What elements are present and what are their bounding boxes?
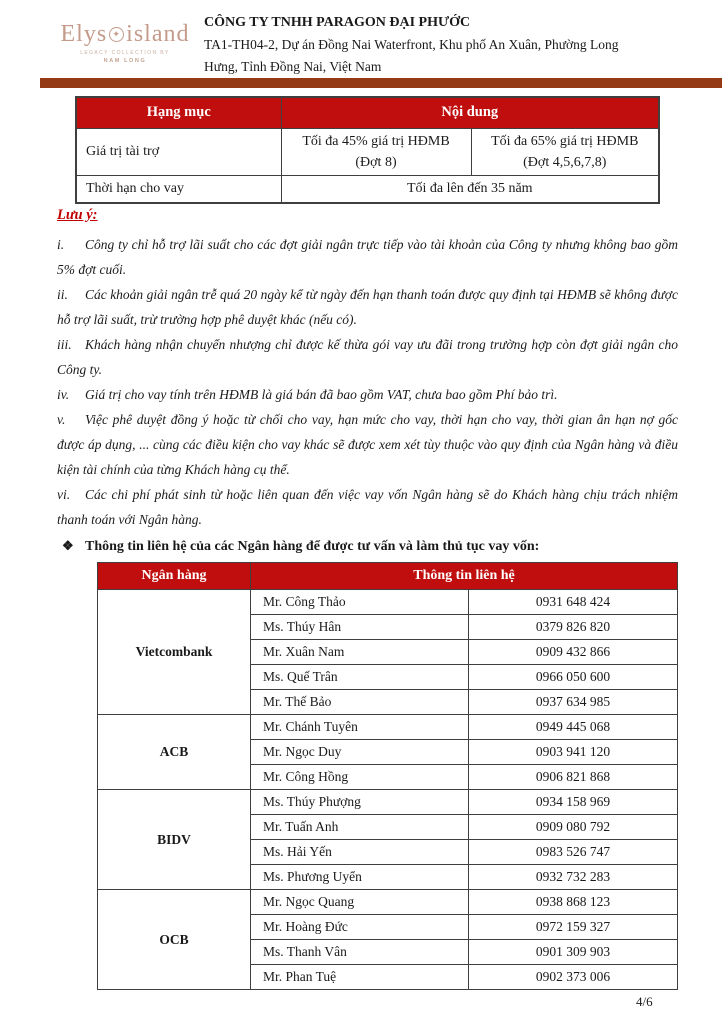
company-header: [204, 12, 674, 78]
contact-phone: 0934 158 969: [469, 790, 678, 815]
bank-contacts-table: [97, 562, 678, 990]
note-text-ii: Các khoản giải ngân trễ quá 20 ngày kể từ ngày đến hạn thanh toán được quy định tại HĐMB sẽ không được hỗ trợ lãi suất, trừ trường hợp phê duyệt khác (nếu có).: [57, 287, 678, 327]
contact-phone: 0906 821 868: [469, 765, 678, 790]
note-text-iii: Khách hàng nhận chuyển nhượng chỉ được kế thừa gói vay ưu đãi trong trường hợp còn đợt giải ngân cho Công ty.: [57, 337, 678, 377]
brand-logo: [55, 22, 195, 64]
note-text-i: Công ty chỉ hỗ trợ lãi suất cho các đợt giải ngân trực tiếp vào tài khoản của Công ty nhưng không bao gồm 5% đợt cuối.: [57, 237, 678, 277]
bank-name-acb: ACB: [98, 715, 251, 790]
loan-table-header-row: [76, 97, 659, 128]
contact-person: Ms. Hải Yến: [251, 840, 469, 865]
contact-person: Mr. Hoàng Đức: [251, 915, 469, 940]
note-num-iii: iii.: [57, 337, 72, 352]
note-item-ii: [57, 282, 678, 332]
contact-person: Mr. Phan Tuệ: [251, 965, 469, 990]
notes-title: Lưu ý:: [57, 207, 98, 223]
contact-phone: 0983 526 747: [469, 840, 678, 865]
loan-value-cell-b: [471, 128, 659, 175]
header-divider-bar: [40, 78, 722, 88]
note-item-iv: [57, 382, 678, 407]
contact-phone: 0379 826 820: [469, 615, 678, 640]
company-address-line1: TA1-TH04-2, Dự án Đồng Nai Waterfront, Khu phố An Xuân, Phường Long: [204, 37, 619, 52]
contact-phone: 0902 373 006: [469, 965, 678, 990]
table-row: [98, 790, 678, 815]
contact-phone: 0931 648 424: [469, 590, 678, 615]
contact-phone: 0972 159 327: [469, 915, 678, 940]
note-text-v: Việc phê duyệt đồng ý hoặc từ chối cho vay, hạn mức cho vay, thời hạn cho vay, thời gian ân hạn nợ gốc được áp dụng, ... cùng các điều kiện cho vay khác sẽ được xem xét tùy thuộc vào quy định của Ngân hàng và điều kiện tài chính của từng Khách hàng cụ thể.: [57, 412, 678, 477]
company-name: CÔNG TY TNHH PARAGON ĐẠI PHƯỚC: [204, 15, 471, 30]
page-number: 4/6: [636, 994, 653, 1009]
bank-name-vietcombank: Vietcombank: [98, 590, 251, 715]
contact-phone: 0909 080 792: [469, 815, 678, 840]
loan-value-b-line1: Tối đa 65% giá trị HĐMB: [491, 133, 639, 149]
contact-person: Mr. Tuấn Anh: [251, 815, 469, 840]
contact-person: Ms. Thanh Vân: [251, 940, 469, 965]
note-item-vi: [57, 482, 678, 532]
contact-person: Ms. Phương Uyển: [251, 865, 469, 890]
loan-term-value: Tối đa lên đến 35 năm: [281, 175, 659, 203]
contact-phone: 0937 634 985: [469, 690, 678, 715]
contact-phone: 0966 050 600: [469, 665, 678, 690]
bank-name-bidv: BIDV: [98, 790, 251, 890]
table-row: [98, 715, 678, 740]
contact-phone: 0938 868 123: [469, 890, 678, 915]
contact-person: Mr. Công Thảo: [251, 590, 469, 615]
brand-logo-wordmark: [55, 22, 195, 46]
contact-person: Mr. Ngọc Duy: [251, 740, 469, 765]
note-num-ii: ii.: [57, 287, 68, 302]
brand-tagline: LEGACY COLLECTION BY: [80, 50, 170, 56]
contact-person: Mr. Ngọc Quang: [251, 890, 469, 915]
loan-value-a-line1: Tối đa 45% giá trị HĐMB: [302, 133, 450, 149]
note-item-i: [57, 232, 678, 282]
note-num-v: v.: [57, 412, 66, 427]
loan-table-row-term: [76, 175, 659, 203]
contact-person: Mr. Xuân Nam: [251, 640, 469, 665]
note-text-vi: Các chi phí phát sinh từ hoặc liên quan đến việc vay vốn Ngân hàng sẽ do Khách hàng chịu trách nhiệm thanh toán với Ngân hàng.: [57, 487, 678, 527]
contact-table-header-info: Thông tin liên hệ: [251, 563, 678, 590]
loan-table-row-value: [76, 128, 659, 175]
contact-phone: 0909 432 866: [469, 640, 678, 665]
contact-person: Ms. Thúy Hân: [251, 615, 469, 640]
contact-phone: 0901 309 903: [469, 940, 678, 965]
loan-terms-table: [75, 96, 660, 204]
loan-value-cell-a: [281, 128, 471, 175]
loan-value-b-line2: (Đợt 4,5,6,7,8): [523, 154, 607, 170]
contact-section-heading: [62, 536, 672, 557]
table-row: [98, 590, 678, 615]
contact-phone: 0932 732 283: [469, 865, 678, 890]
contact-person: Mr. Thế Bảo: [251, 690, 469, 715]
brand-logo-text-right: island: [126, 21, 190, 47]
loan-value-label: Giá trị tài trợ: [76, 128, 281, 175]
notes-section: [57, 204, 678, 532]
contact-phone: 0903 941 120: [469, 740, 678, 765]
note-item-v: [57, 407, 678, 482]
loan-table-header-content: Nội dung: [281, 97, 659, 128]
table-row: [98, 890, 678, 915]
loan-term-label: Thời hạn cho vay: [76, 175, 281, 203]
contact-heading-text: Thông tin liên hệ của các Ngân hàng để được tư vấn và làm thủ tục vay vốn:: [85, 539, 540, 554]
contact-person: Ms. Thúy Phượng: [251, 790, 469, 815]
contact-person: Ms. Quế Trân: [251, 665, 469, 690]
note-num-vi: vi.: [57, 487, 71, 502]
contact-person: Mr. Công Hồng: [251, 765, 469, 790]
diamond-bullet-icon: ❖: [62, 538, 74, 553]
contact-phone: 0949 445 068: [469, 715, 678, 740]
loan-value-a-line2: (Đợt 8): [355, 154, 397, 170]
contact-person: Mr. Chánh Tuyên: [251, 715, 469, 740]
note-text-iv: Giá trị cho vay tính trên HĐMB là giá bán đã bao gồm VAT, chưa bao gồm Phí bảo trì.: [85, 387, 558, 402]
loan-table-header-item: Hạng mục: [76, 97, 281, 128]
contact-table-header-bank: Ngân hàng: [98, 563, 251, 590]
note-item-iii: [57, 332, 678, 382]
bank-name-ocb: OCB: [98, 890, 251, 990]
brand-logo-text-left: Elys: [60, 21, 108, 47]
company-address-line2: Hưng, Tỉnh Đồng Nai, Việt Nam: [204, 59, 382, 74]
compass-icon: ✦: [109, 27, 124, 42]
contact-table-header-row: [98, 563, 678, 590]
note-num-i: i.: [57, 237, 65, 252]
note-num-iv: iv.: [57, 387, 70, 402]
brand-subbrand: NAM LONG: [103, 58, 147, 64]
